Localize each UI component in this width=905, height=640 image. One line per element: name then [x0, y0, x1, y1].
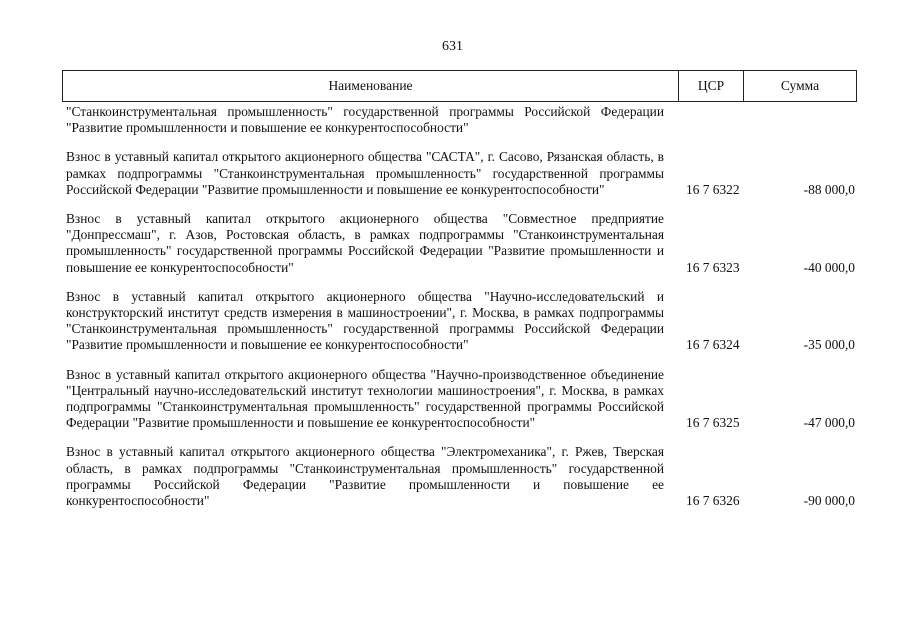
row-csr: 16 7 6322 — [686, 181, 740, 197]
table-row — [66, 211, 861, 276]
row-sum: -40 000,0 — [803, 259, 855, 275]
table-body — [66, 104, 861, 509]
column-header-name: Наименование — [63, 71, 679, 101]
table-row — [66, 149, 861, 198]
row-csr: 16 7 6324 — [686, 337, 740, 353]
row-name: Взнос в уставный капитал открытого акционерного общества "Научно-производственное объединение "Центральный научно-исследовательский институт технологии машиностроения", г. Москва, в рамках подпрограммы "Станкоинструментальная промышленность" государственной программы Российской Федерации "Развитие промышленности и повышение ее конкурентоспособности" — [66, 366, 664, 431]
row-csr: 16 7 6326 — [686, 493, 740, 509]
table-row — [66, 444, 861, 509]
row-name: Взнос в уставный капитал открытого акционерного общества "Совместное предприятие "Донпрессмаш", г. Азов, Ростовская область, в рамках подпрограммы "Станкоинструментальная промышленность" государственной программы Российской Федерации "Развитие промышленности и повышение ее конкурентоспособности" — [66, 211, 664, 275]
row-sum: -47 000,0 — [803, 415, 855, 431]
row-sum: -88 000,0 — [803, 181, 855, 197]
row-csr: 16 7 6325 — [686, 415, 740, 431]
page-number: 631 — [442, 39, 463, 54]
row-name: Взнос в уставный капитал открытого акционерного общества "Электромеханика", г. Ржев, Тверская область, в рамках подпрограммы "Станкоинструментальная промышленность" государственной программы Российской Федерации "Развитие промышленности и повышение ее конкурентоспособности" — [66, 444, 664, 509]
row-sum: -35 000,0 — [803, 337, 855, 353]
column-header-csr: ЦСР — [679, 71, 744, 101]
table-row — [66, 289, 861, 354]
row-name: Взнос в уставный капитал открытого акционерного общества "САСТА", г. Сасово, Рязанская область, в рамках подпрограммы "Станкоинструментальная промышленность" государственной программы Российской Федерации "Развитие промышленности и повышение ее конкурентоспособности" — [66, 149, 664, 197]
row-name: "Станкоинструментальная промышленность" государственной программы Российской Федерации "Развитие промышленности и повышение ее конкурентоспособности" — [66, 104, 664, 136]
row-csr: 16 7 6323 — [686, 259, 740, 275]
table-row — [66, 104, 861, 136]
table-row — [66, 367, 861, 432]
row-sum: -90 000,0 — [803, 493, 855, 509]
column-header-sum: Сумма — [780, 77, 820, 93]
row-name: Взнос в уставный капитал открытого акционерного общества "Научно-исследовательский и конструкторский институт средств измерения в машиностроении", г. Москва, в рамках подпрограммы "Станкоинструментальная промышленность" государственной программы Российской Федерации "Развитие промышленности и повышение ее конкурентоспособности" — [66, 288, 664, 353]
table-header — [62, 70, 857, 102]
